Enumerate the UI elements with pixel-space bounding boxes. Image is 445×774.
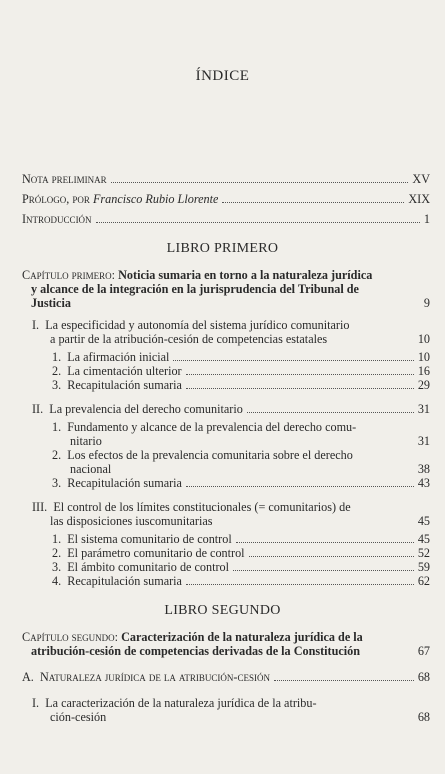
toc-entry-capitulo-segundo[interactable] [22, 630, 422, 658]
toc-page-number: 43 [417, 476, 430, 490]
chapter-prefix: Capítulo segundo: [22, 630, 119, 644]
leader-dots [173, 360, 413, 361]
section-title: Naturaleza jurídica de la atribución-cesión [39, 670, 270, 684]
chapter-title-line-3: Justicia [31, 296, 71, 310]
leader-dots [186, 584, 414, 585]
item-number: 4. [52, 574, 62, 588]
toc-entry-nota-preliminar[interactable] [22, 172, 430, 186]
leader-dots [96, 222, 420, 223]
section-number: I. [32, 696, 40, 710]
toc-page-number: 38 [417, 462, 430, 476]
chapter-title-line-1: Caracterización de la naturaleza jurídica de la [121, 630, 363, 644]
toc-page-number: XV [412, 172, 430, 186]
toc-page-number: 10 [417, 332, 430, 346]
item-number: 1. [52, 532, 62, 546]
item-number: 3. [52, 560, 62, 574]
item-label: El parámetro comunitario de control [67, 546, 245, 560]
page-title: ÍNDICE [195, 68, 250, 84]
toc-subentry[interactable] [52, 378, 430, 392]
toc-entry-label: Introducción [22, 212, 92, 226]
item-label: Recapitulación sumaria [67, 476, 182, 490]
toc-page-number: 68 [417, 670, 430, 684]
toc-page-number: 31 [417, 402, 430, 416]
toc-page-number: 45 [417, 532, 430, 546]
section-title-line-1: La caracterización de la naturaleza jurídica de la atribu- [45, 696, 317, 710]
item-label-line-2: nacional [70, 462, 112, 476]
toc-subentry[interactable] [52, 476, 430, 490]
item-label-line-1: Fundamento y alcance de la prevalencia del derecho comu- [67, 420, 357, 434]
toc-page-number: 31 [417, 434, 430, 448]
toc-subentry[interactable] [52, 546, 430, 560]
item-label: La cimentación ulterior [67, 364, 182, 378]
toc-page-number: 62 [417, 574, 430, 588]
section-number: III. [32, 500, 48, 514]
leader-dots [222, 202, 404, 203]
item-number: 1. [52, 420, 62, 434]
item-number: 3. [52, 476, 62, 490]
item-number: 2. [52, 448, 62, 462]
toc-entry-section-A[interactable] [22, 670, 430, 684]
toc-subentry[interactable] [52, 574, 430, 588]
item-number: 2. [52, 546, 62, 560]
toc-subentry[interactable] [52, 448, 392, 476]
toc-page-number: 68 [417, 710, 430, 724]
leader-dots [236, 542, 414, 543]
toc-page-number: 29 [417, 378, 430, 392]
libro-segundo-heading: LIBRO SEGUNDO [164, 603, 281, 618]
item-label: Recapitulación sumaria [67, 574, 182, 588]
item-label: La afirmación inicial [67, 350, 170, 364]
section-title-line-1: La especificidad y autonomía del sistema jurídico comunitario [45, 318, 350, 332]
toc-page-number: 52 [417, 546, 430, 560]
toc-entry-label-prefix: Prólogo, por [22, 192, 93, 206]
leader-dots [186, 388, 414, 389]
section-title-line-2: ción-cesión [50, 710, 107, 724]
leader-dots [111, 182, 409, 183]
toc-page-number: 1 [423, 212, 430, 226]
section-number: A. [22, 670, 34, 684]
toc-entry-label [22, 192, 218, 206]
toc-entry-prologo[interactable] [22, 192, 430, 206]
toc-page-number: 10 [417, 350, 430, 364]
toc-page-number: 67 [417, 644, 430, 658]
section-title: La prevalencia del derecho comunitario [49, 402, 243, 416]
item-label-line-2: nitario [70, 434, 102, 448]
toc-entry-capitulo-primero[interactable] [22, 268, 407, 310]
toc-entry-section-I[interactable] [32, 318, 392, 346]
toc-entry-section-III[interactable] [32, 500, 407, 528]
toc-page-number: 9 [423, 296, 430, 310]
toc-entry-section-II[interactable] [32, 402, 430, 416]
section-title-line-2: las disposiciones iuscomunitarias [50, 514, 213, 528]
section-title-line-2: a partir de la atribución-cesión de competencias estatales [50, 332, 328, 346]
item-label: Recapitulación sumaria [67, 378, 182, 392]
toc-entry-label: Nota preliminar [22, 172, 107, 186]
chapter-prefix: Capítulo primero: [22, 268, 116, 282]
toc-subentry[interactable] [52, 532, 430, 546]
toc-page-number: 45 [417, 514, 430, 528]
leader-dots [186, 374, 414, 375]
leader-dots [186, 486, 414, 487]
toc-page-number: 59 [417, 560, 430, 574]
item-number: 2. [52, 364, 62, 378]
item-number: 1. [52, 350, 62, 364]
toc-entry-section-AI[interactable] [32, 696, 392, 724]
leader-dots [249, 556, 414, 557]
toc-subentry[interactable] [52, 420, 392, 448]
toc-subentry[interactable] [52, 350, 430, 364]
leader-dots [274, 680, 414, 681]
item-number: 3. [52, 378, 62, 392]
leader-dots [233, 570, 414, 571]
toc-subentry[interactable] [52, 560, 430, 574]
section-number: II. [32, 402, 44, 416]
toc-entry-author: Francisco Rubio Llorente [92, 192, 219, 206]
toc-entry-introduccion[interactable] [22, 212, 430, 226]
toc-subentry[interactable] [52, 364, 430, 378]
chapter-title-line-2: y alcance de la integración en la jurisprudencia del Tribunal de [31, 282, 359, 296]
toc-page-number: 16 [417, 364, 430, 378]
item-label: El sistema comunitario de control [67, 532, 232, 546]
chapter-title-line-2: atribución-cesión de competencias derivadas de la Constitución [31, 644, 361, 658]
leader-dots [247, 412, 414, 413]
chapter-title-line-1: Noticia sumaria en torno a la naturaleza jurídica [118, 268, 373, 282]
libro-primero-heading: LIBRO PRIMERO [166, 241, 279, 256]
toc-page-number: XIX [408, 192, 430, 206]
section-title-line-1: El control de los límites constitucionales (= comunitarios) de [53, 500, 351, 514]
section-number: I. [32, 318, 40, 332]
item-label: El ámbito comunitario de control [67, 560, 230, 574]
item-label-line-1: Los efectos de la prevalencia comunitaria sobre el derecho [67, 448, 353, 462]
